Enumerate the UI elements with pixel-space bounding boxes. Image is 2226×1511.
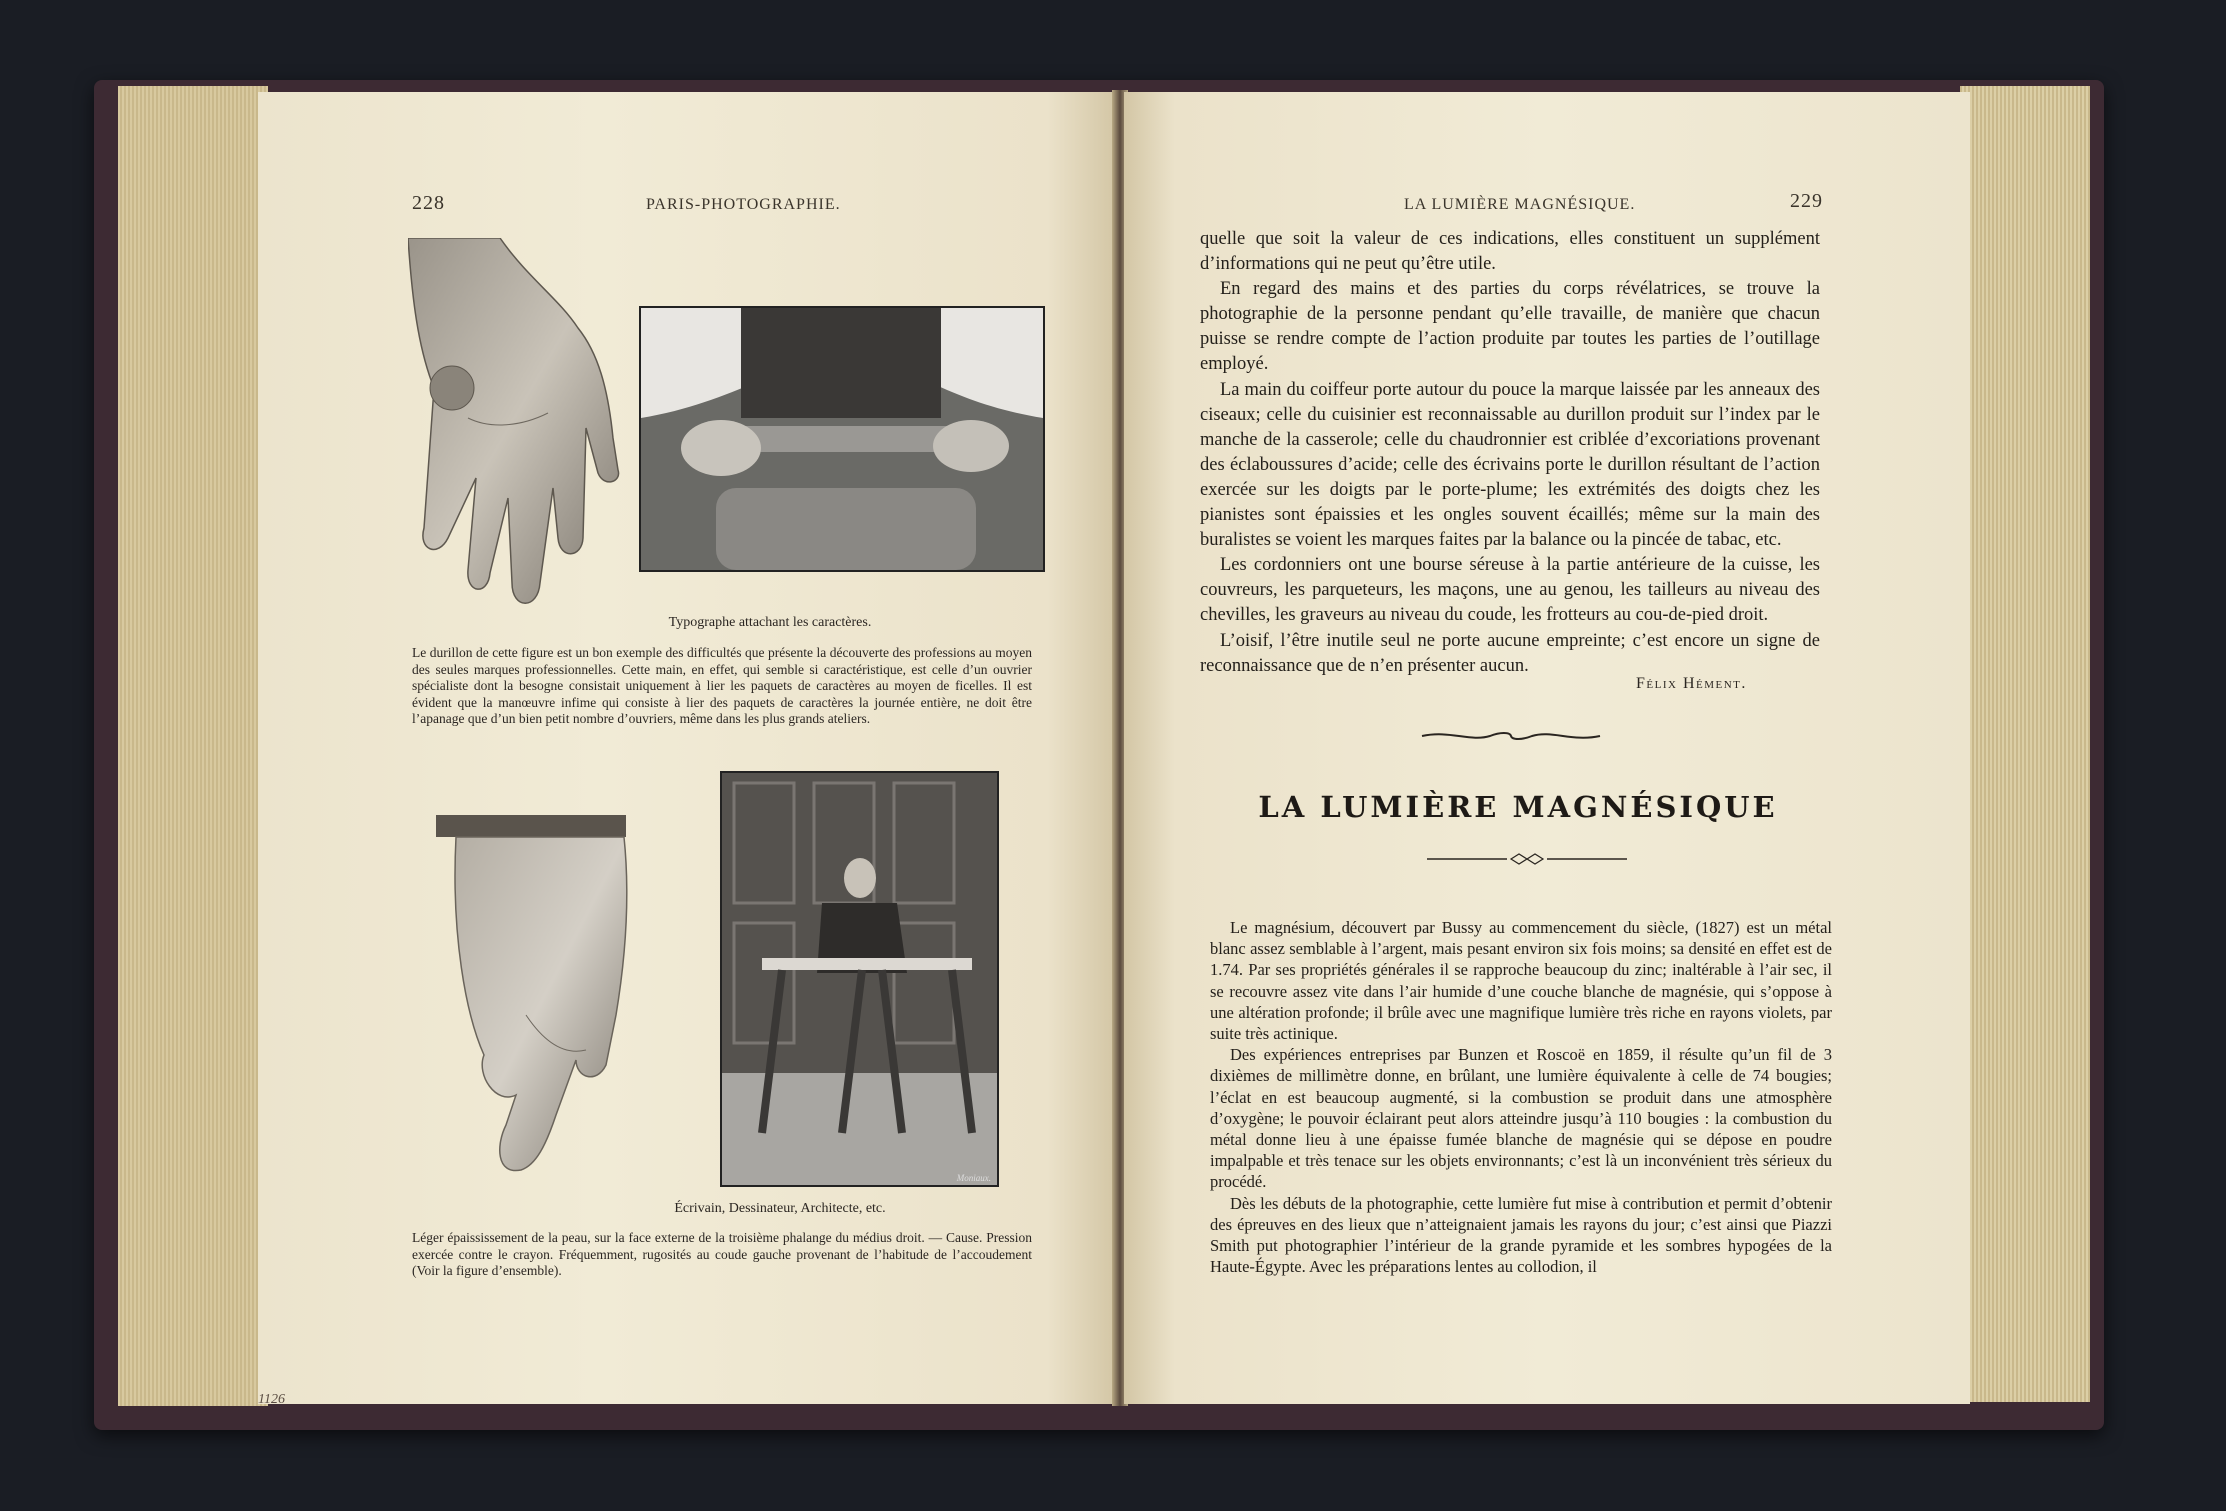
author-signature: Félix Hément. (1636, 675, 1747, 692)
page-edges-left (118, 86, 268, 1406)
figure1-caption: Le durillon de cette figure est un bon exemple des difficultés que présente la découverte des professions au moyen des seules marques professionnelles. Cette main, en effet, qui semble si caractéristique, est celle d’un ouvrier spécialiste dont la besogne consistait uniquement à lier les paquets de caractères au moyen de ficelles. Il est évident que la manœuvre infime qui consiste à lier des paquets de caractères la journée entière, ne doit être l’apanage que d’un bien petit nombre d’ouvriers, même dans les plus grands ateliers. (412, 645, 1032, 726)
writer-hand-figure (436, 815, 636, 1185)
article-paragraph: Le magnésium, découvert par Bussy au commencement du siècle, (1827) est un métal blanc assez semblable à l’argent, mais pesant environ six fois moins; sa densité en effet est de 1.74. Par ses propriétés générales il se rapproche beaucoup du zinc; inaltérable à l’air sec, il se recouvre assez vite dans l’air humide d’une couche blanche de magnésie, qui s’oppose à une altération profonde; il brûle avec une magnifique lumière très riche en rayons violets, par suite très actinique. (1210, 918, 1832, 1044)
figure2-caption: Léger épaississement de la peau, sur la face externe de la troisième phalange du médius droit. — Cause. Pression exercée contre le crayon. Fréquemment, rugosités au coude gauche provenant de l’habitude de l’accoudement (Voir la figure d’ensemble). (412, 1230, 1032, 1278)
typographer-hand-figure (408, 238, 624, 618)
paragraph: quelle que soit la valeur de ces indications, elles constituent un supplément d’informations qui ne peut qu’être utile. (1200, 229, 1820, 275)
figure1-caption-title: Typographe attachant les caractères. (668, 615, 872, 630)
paragraph: L’oisif, l’être inutile seul ne porte aucune empreinte; c’est encore un signe de reconnaissance que de n’en présenter aucun. (1200, 630, 1820, 676)
left-page-number: 228 (412, 192, 445, 214)
paragraph: Les cordonniers ont une bourse séreuse à la partie antérieure de la cuisse, les couvreurs, les parqueteurs, les maçons, une au genou, les tailleurs au niveau des chevilles, les graveurs au niveau du coude, les frotteurs au cou-de-pied droit. (1200, 555, 1820, 626)
right-running-head: LA LUMIÈRE MAGNÉSIQUE. (1404, 196, 1636, 213)
paragraph: En regard des mains et des parties du corps révélatrices, se trouve la photographie de la personne pendant qu’elle travaille, de manière que chacun puisse se rendre compte de l’action produite par toutes les parties de l’outillage employé. (1200, 279, 1820, 375)
article-text (1210, 917, 1832, 1277)
photo-writer-scene (722, 773, 997, 1185)
ornament-divider-top (1420, 726, 1602, 746)
essay-text (1200, 227, 1820, 679)
photo-typographer-scene (641, 308, 1043, 570)
article-title: LA LUMIÈRE MAGNÉSIQUE (1258, 790, 1778, 824)
hand-illustration-1 (408, 238, 624, 618)
margin-note: 1126 (258, 1392, 285, 1407)
page-edges-right (1960, 86, 2090, 1402)
photo-signature: Moniaux. (956, 1173, 991, 1183)
typographer-photo (639, 306, 1045, 572)
right-page-number: 229 (1790, 190, 1823, 212)
figure2-caption-title: Écrivain, Dessinateur, Architecte, etc. (674, 1201, 886, 1216)
left-running-head: PARIS-PHOTOGRAPHIE. (646, 196, 841, 213)
writer-photo (720, 771, 999, 1187)
article-paragraph: Dès les débuts de la photographie, cette lumière fut mise à contribution et permit d’obtenir des épreuves en des lieux que n’atteignaient jamais les rayons du jour; c’est ainsi que Piazzi Smith put photographier l’intérieur de la grande pyramide et les sombres hypogées de la Haute-Égypte. Avec les préparations lentes au collodion, il (1210, 1193, 1832, 1277)
hand-illustration-2 (436, 815, 636, 1185)
article-paragraph: Des expériences entreprises par Bunzen et Roscoë en 1859, il résulte qu’un fil de 3 dixièmes de millimètre donne, en brûlant, une lumière équivalente à celle de 74 bougies; l’éclat en est beaucoup augmenté, si la combustion se produit dans une atmosphère d’oxygène; le pouvoir éclairant peut alors atteindre jusqu’à 110 bougies : la combustion du métal donne lieu à une épaisse fumée blanche de magnésie qui se dépose en poudre impalpable et très tenace sur les objets environnants; c’est là un inconvénient très sérieux du procédé. (1210, 1045, 1832, 1192)
ornament-divider-bottom (1427, 852, 1627, 866)
paragraph: La main du coiffeur porte autour du pouce la marque laissée par les anneaux des ciseaux; celle du cuisinier est reconnaissable au durillon produit sur l’index par le manche de la casserole; celle du chaudronnier est criblée d’excoriations provenant des éclaboussures d’acide; celle des écrivains porte le durillon résultant de l’action exercée sur les doigts par le porte-plume; les extrémités des doigts chez les pianistes sont épaissies et les ongles souvent écaillés; même sur la main des buralistes se voient les marques faites par la balance ou la pincée de tabac, etc. (1200, 379, 1820, 551)
